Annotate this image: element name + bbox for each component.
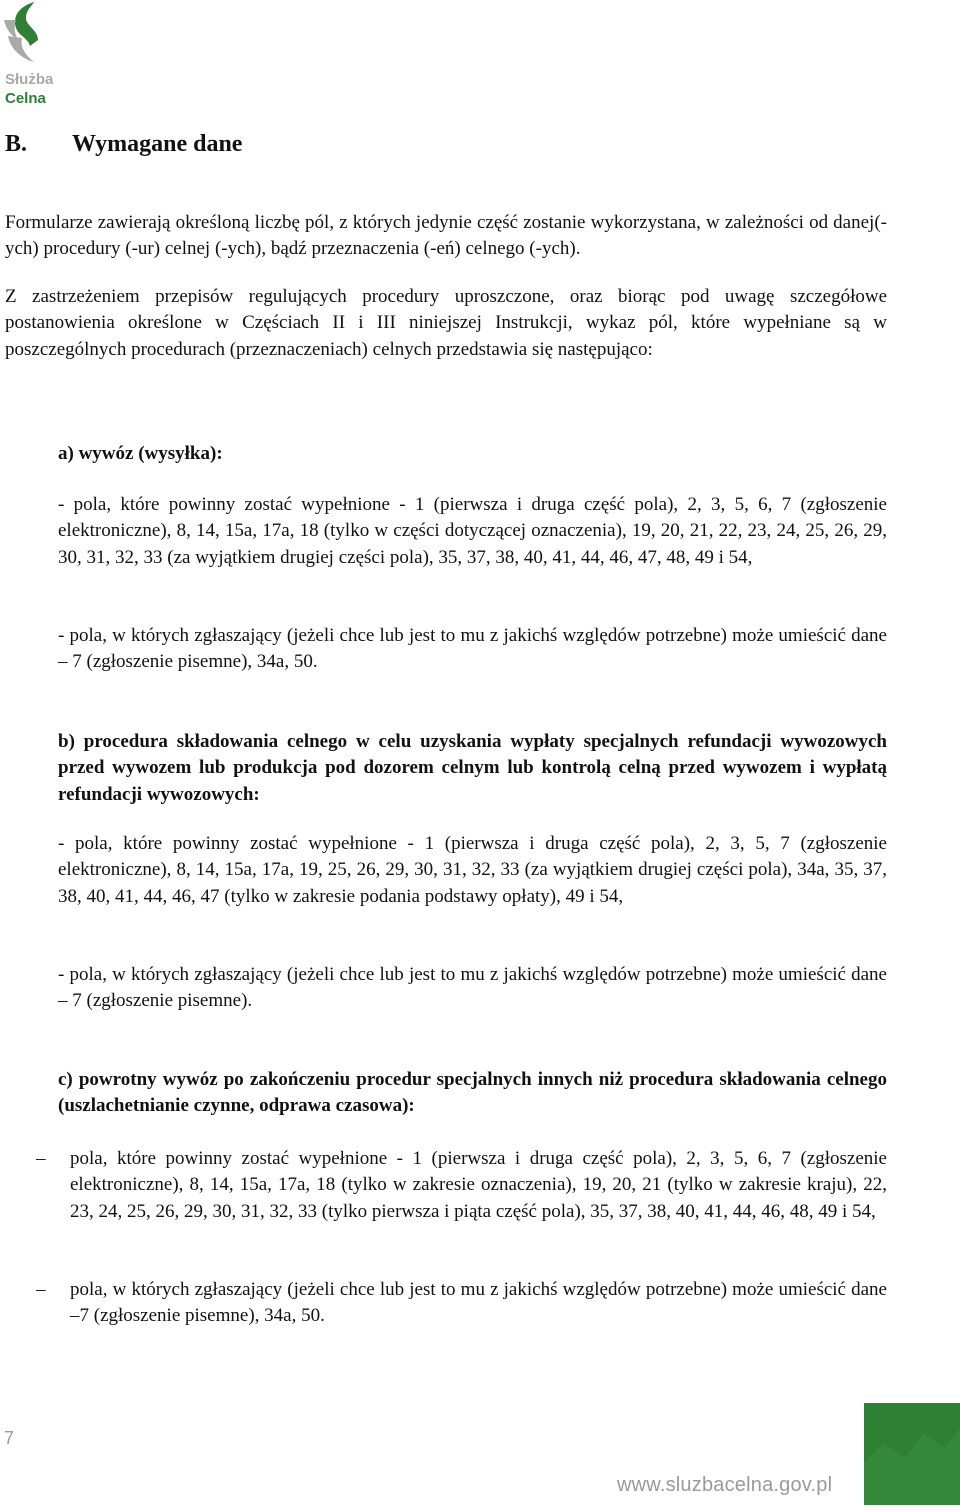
footer-decoration-icon [864,1403,960,1505]
logo [2,0,66,112]
section-a-optional-fields: - pola, w których zgłaszający (jeżeli chce lub jest to mu z jakichś względów potrzebne) może umieścić dane – 7 (zgłoszenie pisemne), 34a, 50. [58,625,887,673]
section-a-mandatory-fields: - pola, które powinny zostać wypełnione - 1 (pierwsza i druga część pola), 2, 3, 5, 6, 7 (zgłoszenie elektroniczne), 8, 14, 15a, 17a, 18 (tylko w części dotyczącej oznaczenia), 19, 20, 21, 22, 23, 24, 25, 26, 29, 30, 31, 32, 33 (za wyjątkiem drugiej części pola), 35, 37, 38, 40, 41, 44, 46, 47, 48, 49 i 54, [58,494,887,568]
section-number: B. [5,131,28,157]
section-a-title: a) wywóz (wysyłka): [58,443,223,464]
intro-paragraph: Formularze zawierają określoną liczbę pól, z których jedynie część zostanie wykorzystana, w zależności od danej(-ych) procedury (-ur) celnej (-ych), bądź przeznaczenia (-eń) celnego (-ych). [5,212,887,260]
logo-text-line2: Celna [5,90,46,107]
page-number: 7 [4,1428,15,1448]
list-dash: – [36,1148,46,1169]
footer-green-block [864,1403,960,1505]
section-c-title: c) powrotny wywóz po zakończeniu procedur specjalnych innych niż procedura składowania celnego (uszlachetnianie czynne, odprawa czasowa): [58,1069,887,1117]
list-item [36,1277,887,1330]
reservation-paragraph: Z zastrzeżeniem przepisów regulujących procedury uproszczone, oraz biorąc pod uwagę szczegółowe postanowienia określone w Częściach II i III niniejszej Instrukcji, wykaz pól, które wypełniane są w poszczególnych procedurach (przeznaczeniach) celnych przedstawia się następująco: [5,286,887,360]
list-item [36,1146,887,1225]
section-heading [5,131,242,158]
logo-text-line1: Służba [5,71,54,88]
logo-mark-icon [4,0,48,64]
list-dash: – [36,1279,46,1300]
footer-url-link[interactable]: www.sluzbacelna.gov.pl [617,1474,833,1496]
section-b-mandatory-fields: - pola, które powinny zostać wypełnione - 1 (pierwsza i druga część pola), 2, 3, 5, 7 (zgłoszenie elektroniczne), 8, 14, 15a, 17a, 19, 25, 26, 29, 30, 31, 32, 33 (za wyjątkiem drugiej części pola), 34a, 35, 37, 38, 40, 41, 44, 46, 47 (tylko w zakresie podania podstawy opłaty), 49 i 54, [58,833,887,907]
section-c-mandatory-fields: pola, które powinny zostać wypełnione - 1 (pierwsza i druga część pola), 2, 3, 5, 6, 7 (zgłoszenie elektroniczne), 8, 14, 15a, 17a, 18 (tylko w zakresie oznaczenia), 19, 20, 21 (tylko w zakresie kraju), 22, 23, 24, 25, 26, 29, 30, 31, 32, 33 (tylko pierwsza i piąta część pola), 35, 37, 38, 40, 41, 44, 46, 48, 49 i 54, [70,1148,887,1222]
section-c-optional-fields: pola, w których zgłaszający (jeżeli chce lub jest to mu z jakichś względów potrzebne) może umieścić dane –7 (zgłoszenie pisemne), 34a, 50. [70,1279,887,1327]
section-b-title: b) procedura składowania celnego w celu uzyskania wypłaty specjalnych refundacji wywozowych przed wywozem lub produkcja pod dozorem celnym lub kontrolą celną przed wywozem i wypłatą refundacji wywozowych: [58,731,887,805]
section-b-optional-fields: - pola, w których zgłaszający (jeżeli chce lub jest to mu z jakichś względów potrzebne) może umieścić dane – 7 (zgłoszenie pisemne). [58,964,887,1012]
section-title: Wymagane dane [72,131,243,157]
